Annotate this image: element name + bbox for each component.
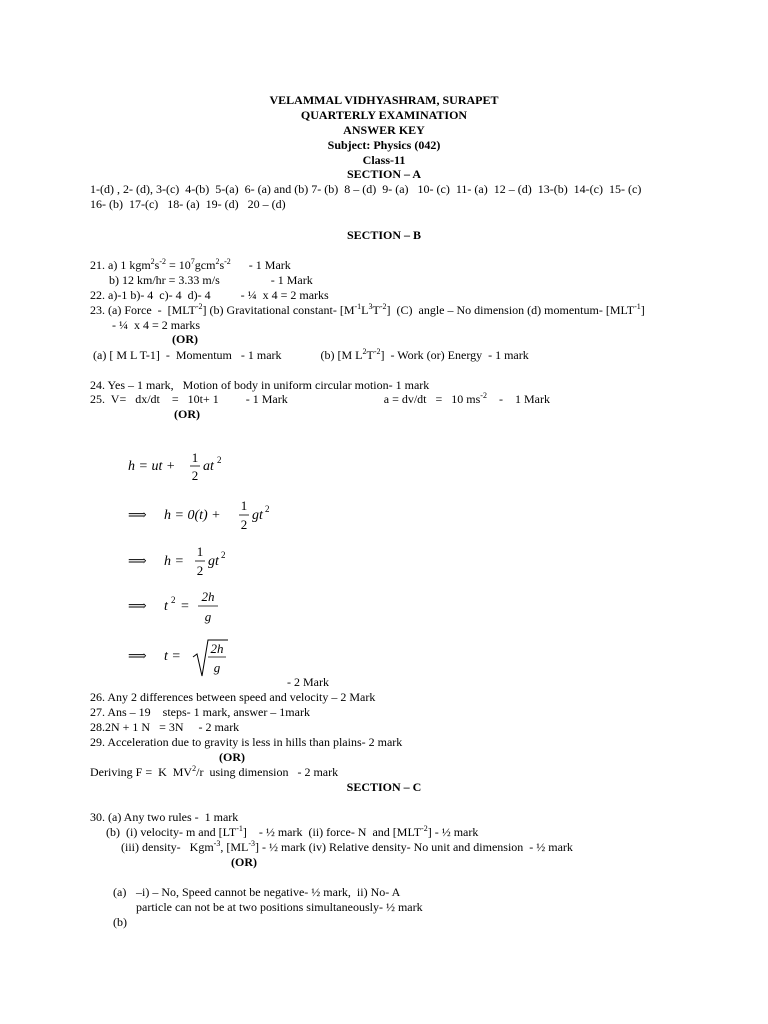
school-name: VELAMMAL VIDHYASHRAM, SURAPET [269, 93, 499, 107]
eq3-implies: ⟹ [128, 553, 147, 568]
eq3-den: 2 [196, 563, 204, 578]
q22: 22. a)-1 b)- 4 c)- 4 d)- 4 - ¼ x 4 = 2 marks [90, 288, 329, 302]
section-a-answers-line-1: 1-(d) , 2- (d), 3-(c) 4-(b) 5-(a) 6- (a) and (b) 7- (b) 8 – (d) 9- (a) 10- (c) 11- (a) 12 – (d) 13-(b) 14-(c) 15- (c) [90, 182, 642, 196]
eq2-den: 2 [240, 517, 248, 532]
eq4-exp: 2 [171, 595, 176, 605]
eq4-num: 2h [201, 589, 215, 604]
eq3-exp: 2 [221, 550, 226, 560]
q29-or: Deriving F = K $MV^2/r$ using dimension - 2 mark [90, 764, 339, 779]
exam-name: QUARTERLY EXAMINATION [300, 108, 468, 122]
eq5-num: 2h [210, 641, 224, 656]
q23-marks: - ¼ x 4 = 2 marks [112, 318, 201, 332]
free-fall-derivation [126, 448, 296, 688]
class-line: Class-11 [362, 153, 406, 167]
derivation-mark: - 2 Mark [287, 675, 329, 689]
q30-b: (b) (i) velocity- m and $[LT^{-1}]$ - ½ mark (ii) force- N and $[MLT^{-2}]$ - ½ mark [106, 824, 479, 839]
eq4-equals: = [181, 599, 189, 614]
q30-or-a-text: –i) – No, Speed cannot be negative- ½ mark, ii) No- A [136, 885, 401, 899]
q30-or-a-continued: particle can not be at two positions simultaneously- ½ mark [136, 900, 423, 914]
eq2-exp: 2 [265, 504, 270, 514]
eq5-implies: ⟹ [128, 648, 147, 663]
q23: 23. (a) Force - $[MLT^{-2}]$ (b) Gravitational constant- $[M^{-1}L^3T^{-2}]$ (C) angle – No dimension (d) momentum- $[MLT^{-1}]$ [90, 302, 645, 317]
section-a-title: SECTION – A [346, 167, 422, 181]
eq5-lhs: t = [164, 649, 181, 664]
or-label-3: (OR) [219, 750, 245, 764]
eq3-tail: gt [208, 554, 219, 569]
q23-or: (a) [ M L T-1] - Momentum - 1 mark (b) [M $L^2T^{-2}$] - Work (or) Energy - 1 mark [90, 347, 529, 362]
section-c-title: SECTION – C [346, 780, 422, 794]
q30-or-b-label: (b) [113, 915, 127, 929]
eq1-tail: at [203, 459, 214, 474]
or-label-1: (OR) [172, 332, 198, 346]
eq1-exp: 2 [217, 455, 222, 465]
section-a-answers-line-2: 16- (b) 17-(c) 18- (a) 19- (d) 20 – (d) [90, 197, 286, 211]
q30-or-a-label: (a) [113, 885, 127, 899]
eq1-num: 1 [191, 450, 199, 465]
eq4-implies: ⟹ [128, 598, 147, 613]
eq2-implies: ⟹ [128, 507, 147, 522]
q25: 25. V= dx/dt = 10t+ 1 - 1 Mark a = dv/dt = 10 $ms^{-2}$ - 1 Mark [90, 391, 550, 406]
q27: 27. Ans – 19 steps- 1 mark, answer – 1mark [90, 705, 310, 719]
document-title: ANSWER KEY [343, 123, 425, 137]
q21-b: b) 12 km/hr = 3.33 m/s - 1 Mark [109, 273, 313, 287]
eq1-lhs: h = ut + [128, 459, 176, 474]
q28: 28.2N + 1 N = 3N - 2 mark [90, 720, 240, 734]
eq2-tail: gt [252, 508, 263, 523]
eq2-lhs: h = 0(t) + [164, 508, 221, 523]
eq3-num: 1 [196, 544, 204, 559]
q24: 24. Yes – 1 mark, Motion of body in uniform circular motion- 1 mark [90, 378, 430, 392]
q30-b-continued: (iii) density- Kgm$^{-3}$, $[ML^{-3}]$ - ½ mark (iv) Relative density- No unit and dimension - ½ mark [121, 839, 573, 854]
eq3-lhs: h = [164, 554, 184, 569]
q30-a: 30. (a) Any two rules - 1 mark [90, 810, 239, 824]
q21-a: 21. a) 1 $kgm^2s^{-2} = 10^7gcm^2s^{-2}$ - 1 Mark [90, 257, 291, 272]
subject-line: Subject: Physics (042) [327, 138, 441, 152]
eq5-den: g [213, 660, 221, 675]
q26: 26. Any 2 differences between speed and velocity – 2 Mark [90, 690, 376, 704]
eq4-den: g [204, 609, 212, 624]
or-label-4: (OR) [231, 855, 257, 869]
eq2-num: 1 [240, 498, 248, 513]
eq4-lhs: t [164, 599, 168, 614]
section-b-title: SECTION – B [346, 228, 422, 242]
eq1-den: 2 [191, 468, 199, 483]
q29: 29. Acceleration due to gravity is less in hills than plains- 2 mark [90, 735, 403, 749]
or-label-2: (OR) [174, 407, 200, 421]
